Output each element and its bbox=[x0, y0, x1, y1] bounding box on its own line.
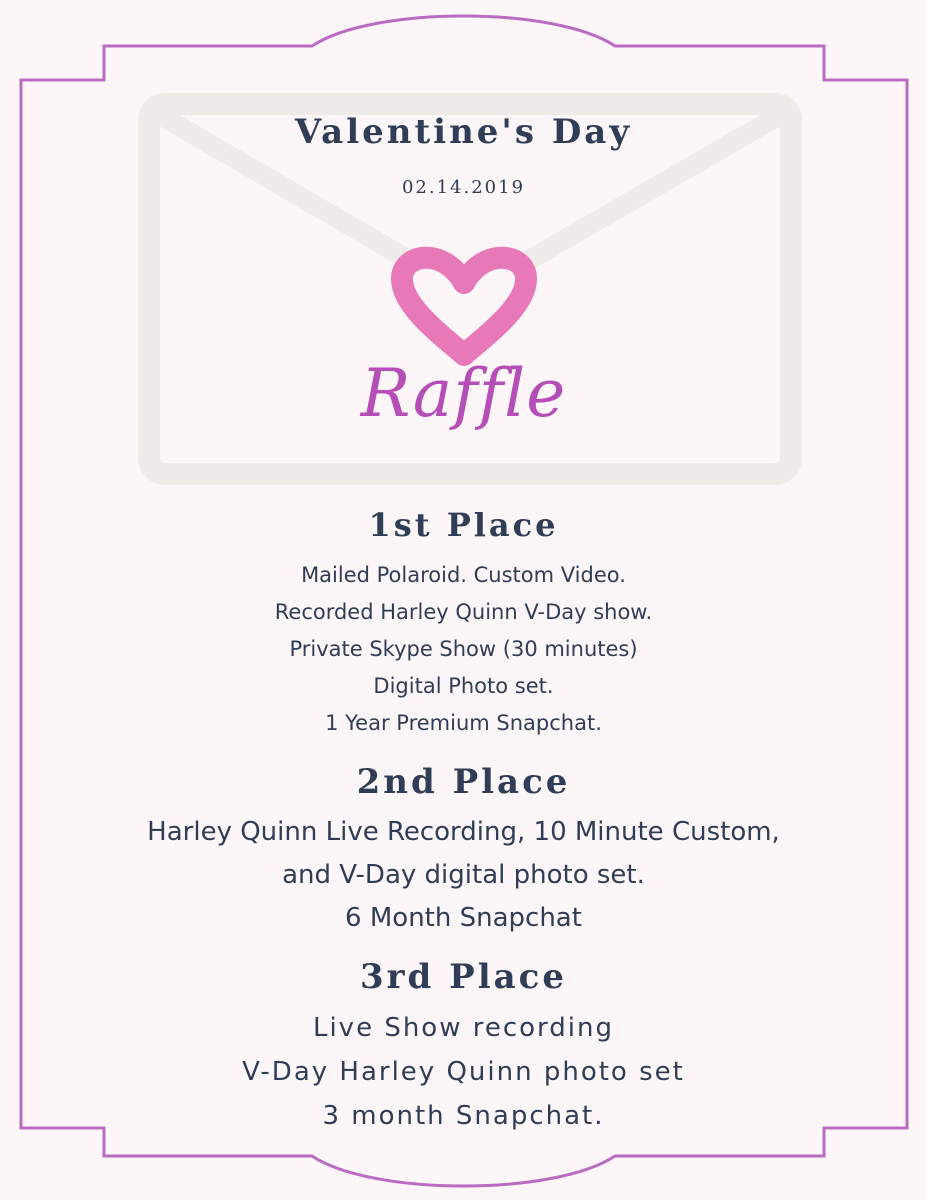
prize-list-second bbox=[0, 811, 927, 940]
prize-item: Digital Photo set. bbox=[373, 674, 554, 698]
prize-item: V-Day Harley Quinn photo set bbox=[242, 1057, 685, 1087]
prize-item: Recorded Harley Quinn V-Day show. bbox=[274, 600, 653, 624]
prize-list-first bbox=[0, 557, 927, 742]
prize-heading-second: 2nd Place bbox=[356, 762, 571, 802]
page-title: Valentine's Day bbox=[294, 112, 633, 152]
prize-heading-first: 1st Place bbox=[368, 506, 559, 544]
prize-item: 3 month Snapchat. bbox=[322, 1101, 605, 1131]
event-date: 02.14.2019 bbox=[401, 177, 526, 198]
prize-item: and V-Day digital photo set. bbox=[282, 860, 645, 890]
prize-list-third bbox=[0, 1006, 927, 1138]
raffle-script-title: Raffle bbox=[360, 355, 567, 432]
prize-item: Mailed Polaroid. Custom Video. bbox=[301, 563, 626, 587]
prize-item: Live Show recording bbox=[312, 1013, 615, 1043]
prize-item: 1 Year Premium Snapchat. bbox=[325, 711, 602, 735]
heart-icon bbox=[388, 243, 540, 373]
prize-item: Private Skype Show (30 minutes) bbox=[289, 637, 638, 661]
prize-item: 6 Month Snapchat bbox=[345, 903, 582, 933]
prize-item: Harley Quinn Live Recording, 10 Minute Custom, bbox=[147, 817, 780, 847]
prize-heading-third: 3rd Place bbox=[359, 957, 568, 997]
